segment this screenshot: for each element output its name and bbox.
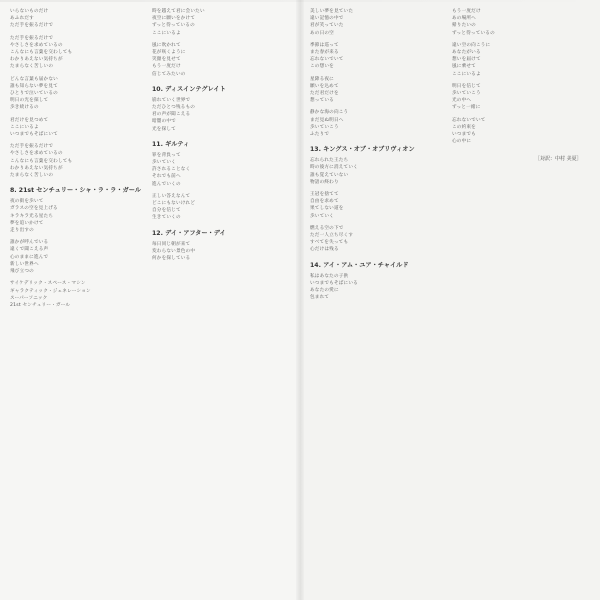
lyric-stanza <box>152 193 284 222</box>
lyric-stanza <box>152 8 284 37</box>
lyric-line: 歩いていこう <box>452 91 481 97</box>
lyric-line: ふたりで <box>310 132 330 138</box>
lyric-line: 君が笑っていた <box>310 23 344 29</box>
lyric-line: 美しい夢を見ていた <box>310 9 354 14</box>
lyric-line: いつまでもそばにいる <box>310 280 358 286</box>
lyric-line: 歩いていく <box>310 213 334 219</box>
lyric-line: ここにいるよ <box>10 124 39 130</box>
lyric-line: 正しい答えなんて <box>152 193 191 199</box>
lyric-line: 毎日同じ朝が来て <box>152 241 191 247</box>
lyric-stanza <box>310 42 442 71</box>
song-title: 8. 21st センチュリー・シャ・ラ・ラ・ガール <box>10 187 141 195</box>
lyric-stanza <box>10 8 142 30</box>
lyric-stanza <box>152 42 284 78</box>
lyric-line: 進んでいくの <box>152 181 181 187</box>
lyric-line: 変わらない景色の中 <box>152 248 196 254</box>
lyric-line: 季節は巡って <box>310 42 339 48</box>
lyric-line: 想っている <box>310 98 334 104</box>
lyric-line: 暗闇の中で <box>152 119 176 125</box>
lyric-line: あの場所へ <box>452 16 476 22</box>
lyric-line: いらないものだけ <box>10 9 49 14</box>
lyric-line: ずっと一緒に <box>452 105 481 111</box>
lyric-stanza <box>310 109 442 138</box>
lyric-line: わかりあえない気持ちが <box>10 57 63 63</box>
lyric-line: どこにもないけれど <box>152 201 196 207</box>
page-gutter <box>296 0 304 600</box>
lyrics-column-4 <box>452 8 584 594</box>
paper-fold <box>0 0 600 2</box>
lyric-line: 想いを届けて <box>452 57 481 63</box>
lyric-line: 明日の光を探して <box>10 98 49 104</box>
lyric-line: もう一度だけ <box>152 64 181 70</box>
lyric-stanza <box>310 225 442 254</box>
translation-credit: ［対訳：中村 美夏］ <box>535 156 582 162</box>
lyric-line: ずっと待っているの <box>452 30 495 36</box>
lyric-line: あの日の空 <box>310 30 334 36</box>
song-title: 11. ギルティ <box>152 140 190 148</box>
lyric-line: 果てしない道を <box>310 206 344 212</box>
lyric-line: 誰も覚えていない <box>310 172 349 178</box>
lyric-line: いつまでも <box>452 132 476 138</box>
lyric-line: いつまでもそばにいて <box>10 132 58 138</box>
lyrics-column-1 <box>10 8 142 594</box>
lyric-line: 君だけを見つめて <box>10 117 49 123</box>
lyric-line: 花が咲くように <box>152 50 186 56</box>
lyric-line: あなたの愛に <box>310 288 339 294</box>
lyric-line: 新しい世界へ <box>10 261 39 267</box>
lyric-line: ただひとつ残るもの <box>152 105 196 111</box>
lyric-line: もう一度だけ <box>452 9 481 14</box>
lyric-line: ここにいるよ <box>452 71 481 77</box>
lyric-line: また春が来る <box>310 50 339 56</box>
lyric-stanza <box>310 157 442 186</box>
lyric-line: たまらなく苦しいの <box>10 173 54 179</box>
lyric-line: ただ君だけを <box>310 91 339 97</box>
lyric-line: わかりあえない気持ちが <box>10 165 63 171</box>
lyric-line: 光を探して <box>152 126 176 132</box>
lyric-line: 心のままに進んで <box>10 254 49 260</box>
lyric-line: 許されることなく <box>152 167 191 173</box>
lyric-stanza <box>310 8 442 37</box>
lyric-line: 罪を背負って <box>152 152 181 158</box>
lyric-line: 物語の終わり <box>310 179 339 185</box>
lyric-line: 燃える空の下で <box>310 225 344 231</box>
lyric-line: あなたがいる <box>452 50 481 56</box>
lyric-line: やさしさを求めているの <box>10 151 63 157</box>
lyric-line: 走り出すの <box>10 228 34 234</box>
lyric-line: この約束を <box>452 124 476 130</box>
lyric-stanza <box>10 198 142 234</box>
lyrics-column-2 <box>152 8 284 594</box>
lyric-line: 明日を信じて <box>452 83 481 89</box>
lyric-line: それでも前へ <box>152 174 181 180</box>
lyric-line: 崩れていく世界で <box>152 97 191 103</box>
lyric-line: 風に乗せて <box>452 64 476 70</box>
lyric-line: 星降る夜に <box>310 76 334 82</box>
lyric-line: 夜の街を歩いて <box>10 199 44 205</box>
lyric-line: 忘れられた王たち <box>310 158 349 164</box>
lyric-line: ずっと待っているの <box>152 23 195 29</box>
lyric-line: ただ一人立ち尽くす <box>310 233 354 239</box>
lyric-line: 私はあなたの子供 <box>310 273 349 279</box>
lyric-line: 帰りたいの <box>452 23 476 29</box>
lyric-line: キラキラ光る星たち <box>10 213 54 219</box>
lyric-line: サイケデリック・スペース・マシン <box>10 281 86 287</box>
lyric-line: 遠くで聞こえる声 <box>10 247 49 253</box>
lyric-line: 忘れないでいて <box>452 117 486 123</box>
lyric-line: あふれだす <box>10 16 34 22</box>
lyric-stanza <box>152 152 284 188</box>
lyric-line: たまらなく苦しいの <box>10 64 54 70</box>
lyric-line: 遠い空の向こうに <box>452 42 491 48</box>
lyric-stanza <box>10 239 142 275</box>
lyric-line: 忘れないでいて <box>310 57 344 63</box>
lyric-line: ただ手を振るだけで <box>10 35 54 41</box>
lyric-line: こんなにも言葉を交わしても <box>10 50 73 56</box>
lyric-line: この想いを <box>310 64 334 70</box>
lyric-line: 生きていくの <box>152 215 181 221</box>
lyric-line: 願いを込めて <box>310 83 339 89</box>
lyric-line: 静かな海の向こう <box>310 110 349 116</box>
lyric-line: 心の中に <box>452 139 472 145</box>
lyric-line: スーパーソニック <box>10 295 48 301</box>
lyric-line: 歩き続けるの <box>10 105 39 111</box>
lyric-line: 歩いていく <box>152 160 176 166</box>
lyric-stanza <box>152 97 284 133</box>
lyric-line: 21st センチュリー・ガール <box>10 302 71 308</box>
lyric-line: 飛び立つの <box>10 269 34 275</box>
lyric-stanza <box>310 76 442 105</box>
lyric-line: 遠い記憶の中で <box>310 16 344 22</box>
lyric-line: ここにいるよ <box>152 30 181 36</box>
lyric-line: ただ手を振るだけで <box>10 144 54 150</box>
lyric-line: 夜空に願いをかけて <box>152 16 196 22</box>
lyric-stanza <box>452 8 584 37</box>
lyric-line: 君の声が聞こえる <box>152 112 191 118</box>
lyric-line: やさしさを求めているの <box>10 42 63 48</box>
lyric-stanza <box>10 117 142 139</box>
lyric-line: 誰も知らない夢を見て <box>10 83 58 89</box>
lyric-line: ひとりで泣いているの <box>10 91 58 97</box>
lyric-line: 何かを探している <box>152 256 191 262</box>
lyric-stanza <box>152 241 284 263</box>
song-title: 10. ディスインテグレイト <box>152 85 226 93</box>
song-title: 12. デイ・アフター・デイ <box>152 229 226 237</box>
lyrics-column-3 <box>310 8 442 594</box>
lyric-line: 自由を求めて <box>310 199 339 205</box>
song-title: 13. キングス・オブ・オブリヴィオン <box>310 146 415 154</box>
lyric-line: 包まれて <box>310 295 330 301</box>
lyric-line: ガラスの空を見上げる <box>10 206 58 212</box>
lyric-line: こんなにも言葉を交わしても <box>10 158 73 164</box>
lyric-stanza <box>10 280 142 309</box>
lyric-line: ギャラクティック・ジェネレーション <box>10 288 91 294</box>
lyric-stanza <box>310 191 442 220</box>
lyric-stanza <box>452 83 584 112</box>
lyric-line: 時の彼方に消えていく <box>310 165 358 171</box>
lyric-line: 王冠を捨てて <box>310 192 339 198</box>
lyric-stanza <box>10 35 142 71</box>
lyric-stanza <box>452 117 584 146</box>
lyric-line: 光の中へ <box>452 98 472 104</box>
lyric-line: どんな言葉も届かない <box>10 76 58 82</box>
lyric-line: 夢を追いかけて <box>10 220 44 226</box>
lyric-line: 時を越えて君に会いたい <box>152 9 205 14</box>
lyric-line: すべてを失っても <box>310 240 349 246</box>
lyric-line: 自分を信じて <box>152 208 181 214</box>
lyric-line: ただ手を振るだけで <box>10 23 54 29</box>
lyric-stanza <box>10 76 142 112</box>
lyric-stanza <box>10 143 142 179</box>
lyric-stanza <box>310 273 442 302</box>
lyric-line: 心だけは残る <box>310 247 339 253</box>
lyric-line: 歩いていこう <box>310 124 339 130</box>
lyric-line: 風に吹かれて <box>152 42 181 48</box>
lyric-line: 笑顔を見せて <box>152 57 181 63</box>
song-title: 14. アイ・アム・ユア・チャイルド <box>310 261 409 269</box>
lyric-line: 誰かが呼んでいる <box>10 240 49 246</box>
lyric-line: 信じてみたいの <box>152 71 186 77</box>
lyric-line: まだ見ぬ明日へ <box>310 117 344 123</box>
lyric-stanza <box>452 42 584 78</box>
